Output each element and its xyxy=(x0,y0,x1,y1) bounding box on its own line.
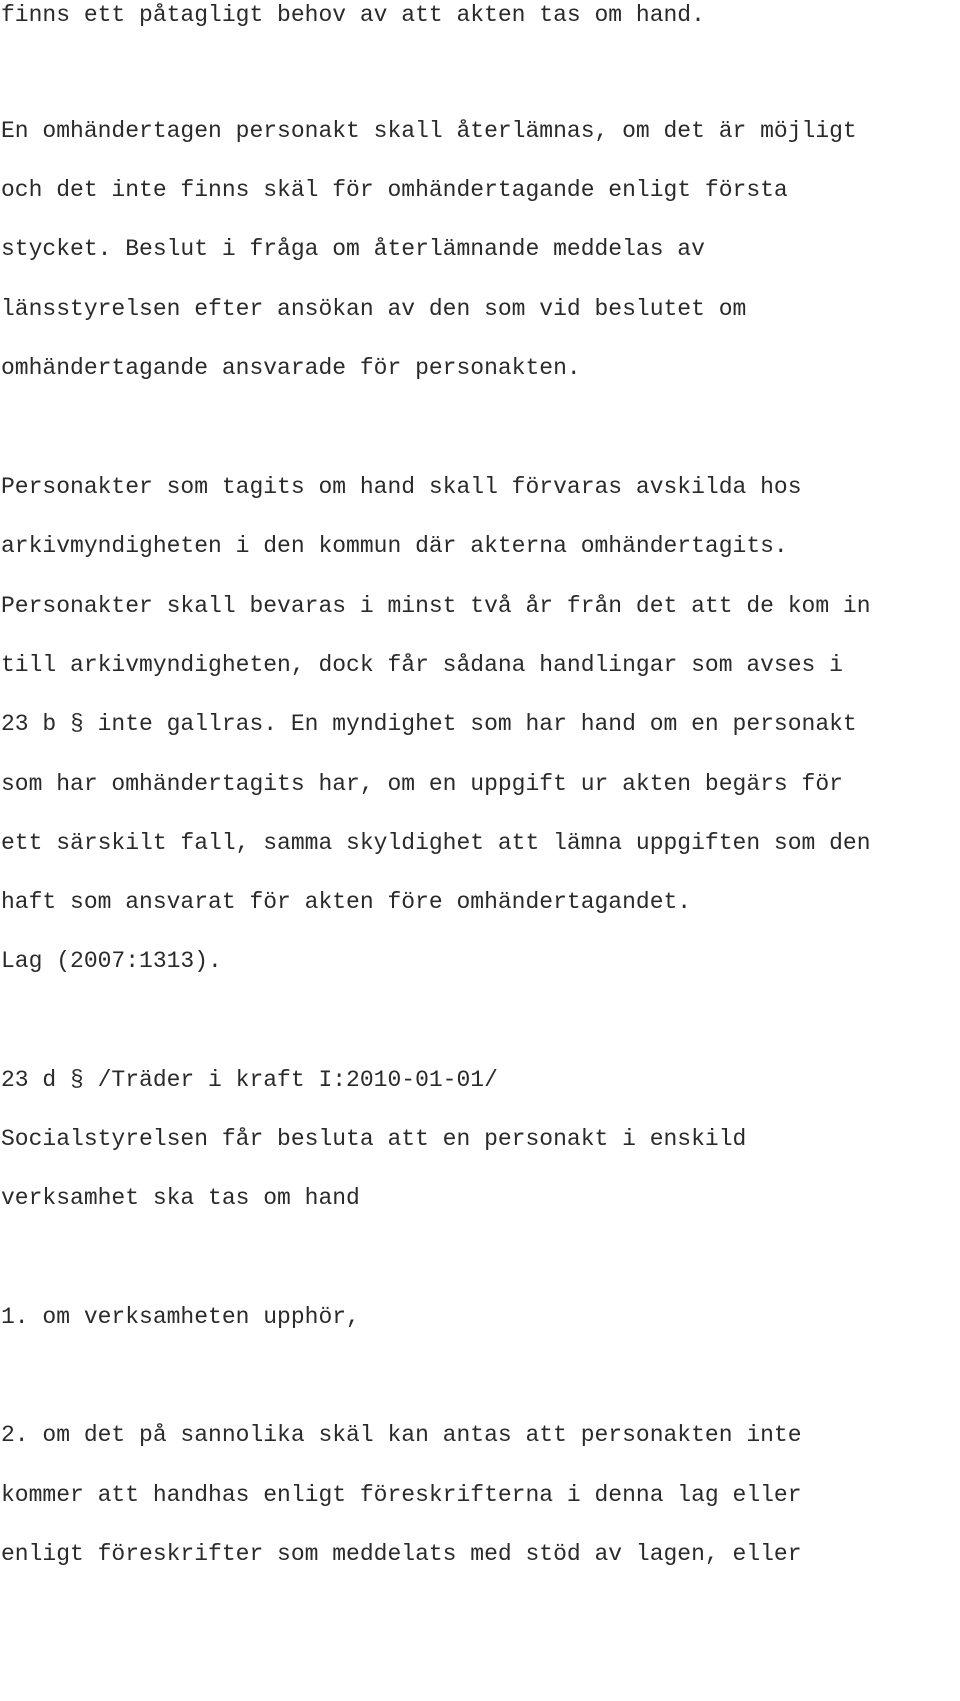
text-line: till arkivmyndigheten, dock får sådana handlingar som avses i xyxy=(1,652,843,678)
text-line: enligt föreskrifter som meddelats med stöd av lagen, eller xyxy=(1,1541,802,1567)
text-line: omhändertagande ansvarade för personakten. xyxy=(1,355,581,381)
text-line: som har omhändertagits har, om en uppgift ur akten begärs för xyxy=(1,771,843,797)
text-line: kommer att handhas enligt föreskrifterna i denna lag eller xyxy=(1,1482,802,1508)
text-line: verksamhet ska tas om hand xyxy=(1,1185,360,1211)
section-heading: 23 d § /Träder i kraft I:2010-01-01/ xyxy=(1,1067,498,1093)
text-line: 23 b § inte gallras. En myndighet som har hand om en personakt xyxy=(1,711,857,737)
text-line: finns ett påtagligt behov av att akten tas om hand. xyxy=(1,2,705,28)
list-item: 1. om verksamheten upphör, xyxy=(1,1304,360,1330)
list-item: 2. om det på sannolika skäl kan antas att personakten inte xyxy=(1,1422,802,1448)
text-line: Personakter som tagits om hand skall förvaras avskilda hos xyxy=(1,474,802,500)
text-line: och det inte finns skäl för omhändertagande enligt första xyxy=(1,177,788,203)
text-line: Lag (2007:1313). xyxy=(1,948,222,974)
text-line: stycket. Beslut i fråga om återlämnande meddelas av xyxy=(1,236,705,262)
text-line: haft som ansvarat för akten före omhändertagandet. xyxy=(1,889,692,915)
text-line: ett särskilt fall, samma skyldighet att lämna uppgiften som den xyxy=(1,830,871,856)
text-line: Socialstyrelsen får besluta att en personakt i enskild xyxy=(1,1126,747,1152)
text-line: Personakter skall bevaras i minst två år från det att de kom in xyxy=(1,593,871,619)
text-line: arkivmyndigheten i den kommun där akterna omhändertagits. xyxy=(1,533,788,559)
text-line: länsstyrelsen efter ansökan av den som vid beslutet om xyxy=(1,296,747,322)
text-line: En omhändertagen personakt skall återlämnas, om det är möjligt xyxy=(1,118,857,144)
